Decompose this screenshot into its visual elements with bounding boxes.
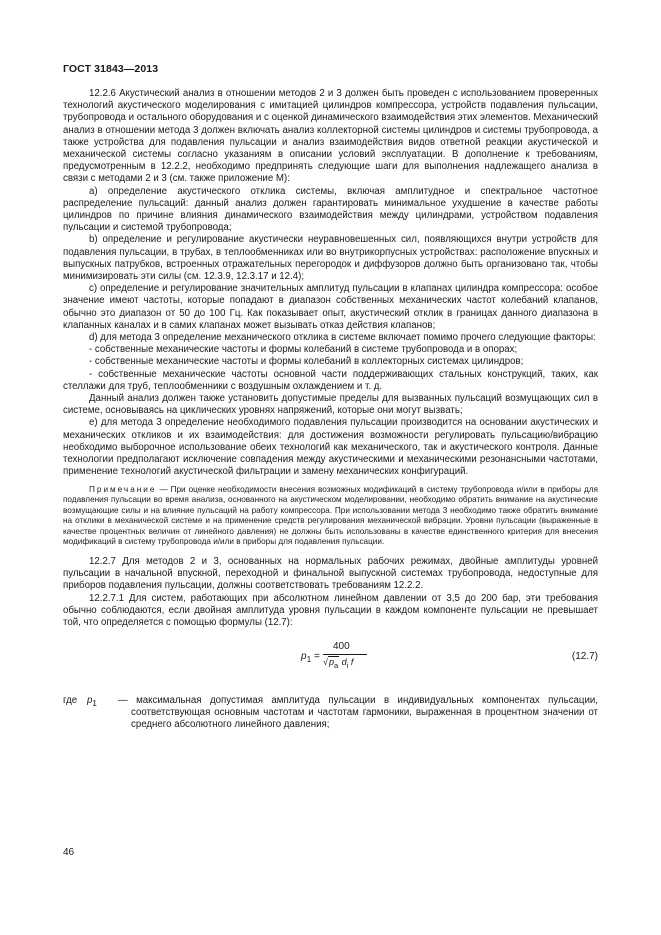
formula-radical: $p_a$ [328, 657, 339, 671]
paragraph-12-2-7-1: 12.2.7.1 Для систем, работающих при абсолютном линейном давлении от 3,5 до 200 бар, эти требования обычно соблюдаются, если двойная амплитуда уровня пульсации в каждом компоненте пульсации не превышает той, что определяется с помощью формулы (12.7): [63, 592, 598, 629]
note-block [63, 485, 598, 549]
note-label: Примечание [89, 484, 157, 494]
formula-numerator: 400 [333, 641, 350, 653]
formula-denominator: $√p_a$ $d_i$ f [323, 657, 354, 671]
equation-number: (12.7) [571, 651, 598, 663]
document-header: ГОСТ 31843—2013 [63, 63, 159, 75]
paragraph-item-a: a) определение акустического отклика системы, включая амплитудное и спектральное частотное распределение пульсаций: данный анализ должен гарантировать минимальное ухудшение в качестве работы цилиндров по причине влияния динамического взаимодействия между цилиндрами, устройством подавления пульсации и системой трубопровода; [63, 185, 598, 234]
paragraph-analysis-limits: Данный анализ должен также установить допустимые пределы для вызванных пульсаций возмущающих сил в системе, основываясь на циклических уровнях напряжений, которые они могут вызвать; [63, 393, 598, 417]
page-body [63, 88, 598, 741]
page-number: 46 [63, 847, 75, 858]
paragraph-item-c: c) определение и регулирование значительных амплитуд пульсации в клапанах цилиндра компрессора: особое значение имеют частоты, которые попадают в диапазон собственных механических частот колебаний клапанов, обычно это диапазон от 50 до 100 Гц. Как показывает опыт, акустический отклик в границах данного диапазона в клапанных каналах и в самих клапанах может вызывать отказ действия клапанов; [63, 283, 598, 331]
list-item: - собственные механические частоты основной части поддерживающих стальных конструкций, таких, как стеллажи для труб, теплообменники с воздушным охлаждением и т. д. [63, 368, 598, 392]
formula-12-7 [63, 639, 598, 685]
fraction-bar [323, 654, 367, 655]
list-item: - собственные механические частоты и формы колебаний в коллекторных системах цилиндров; [89, 356, 524, 368]
where-definition: — максимальная допустимая амплитуда пульсации в индивидуальных компонентах пульсации, соответствующая основным частотам и частотам гармоники, выраженная в процентном значении от среднего абсолютного линейного давления; [118, 694, 598, 731]
paragraph-item-b: b) определение и регулирование акустически неуравновешенных сил, появляющихся внутри устройств для подавления пульсации, в трубах, в теплообменниках или во внутрикорпусных устройствах: расположение впускных и выпускных патрубков, встроенных отражательных перегородок и диффузоров должно быть организовано так, чтобы минимизировать эти силы (см. 12.3.9, 12.3.17 и 12.4); [63, 234, 598, 283]
paragraph-12-2-6: 12.2.6 Акустический анализ в отношении методов 2 и 3 должен быть проведен с использованием проверенных технологий акустического моделирования с имитацией цилиндров компрессора, устройств подавления пульсации, трубопровода и остального оборудования и с оценкой динамического взаимодействия этих элементов. Механический анализ в отношении метода 3 должен включать анализ коллекторной системы цилиндров и системы трубопровода, а также устройства для подавления пульсации и анализ взаимодействия видов ответной реакции акустической и механической системы согласно указаниям в описании условий эксплуатации. В дополнение к требованиям, предусмотренным в 12.2.2, необходимо предпринять следующие шаги для выполнения надлежащего анализа в связи с методами 2 и 3 (см. также приложение М): [63, 88, 598, 185]
where-block [63, 695, 598, 732]
paragraph-item-e: e) для метода 3 определение необходимого подавления пульсации производится на основании акустических и механических откликов и их взаимодействия: для достижения возможности регулировать пульсацию/вибрацию необходимо выборочное использование обеих технологий как механического, так и акустического контроля. Данные технологии предполагают исключение совпадения между акустическими и механическими резонансными частотами, применение технологий акустической фильтрации и замену механических конфигураций. [63, 417, 598, 478]
list-item: - собственные механические частоты и формы колебаний в системе трубопровода и в опорах; [89, 344, 518, 356]
formula-lhs: $p_1$ = [301, 651, 320, 665]
where-word: где [63, 694, 78, 706]
paragraph-12-2-7: 12.2.7 Для методов 2 и 3, основанных на нормальных рабочих режимах, двойные амплитуды уровней пульсации в начальной впускной, переходной и финальной выпускной системах трубопровода, недоступные для приборов подавления пульсации, должны соответствовать требованиям 12.2.2. [63, 556, 598, 592]
paragraph-item-d: d) для метода 3 определение механического отклика в системе включает помимо прочего следующие факторы: [89, 332, 596, 344]
where-variable: $p_1$ [87, 694, 97, 708]
note-text: — При оценке необходимости внесения возможных модификаций в систему трубопровода и/или в приборы для подавления пульсации во время анализа, основанного на акустическом моделировании, необходимо обратить внимание на акустические возмущающие силы и на влияние пульсаций на работу компрессора. При использовании метода 3 необходимо также обратить внимание на отклики в механической системе и на применение средств регулирования механической вибрации. Уровни пульсации (выраженные в качестве процентных величин от линейного давления) не должны быть использованы в качестве единственного критерия для внесения модификаций в систему трубопровода и/или в приборы для подавления пульсации. [63, 484, 598, 547]
